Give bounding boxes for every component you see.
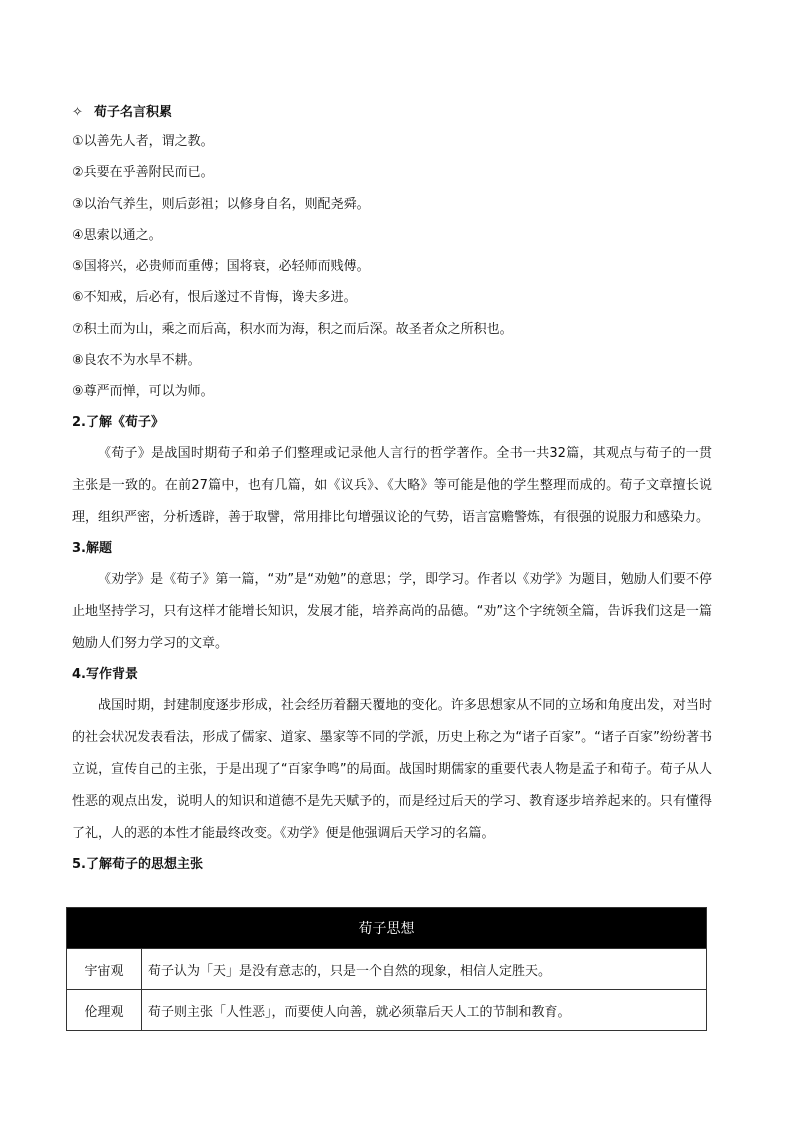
row-label: 宇宙观 xyxy=(67,949,142,990)
document-page xyxy=(72,100,712,880)
row-label: 伦理观 xyxy=(67,990,142,1031)
table-row xyxy=(67,990,707,1031)
section-heading-thought: 5.了解荀子的思想主张 xyxy=(72,856,203,872)
section-heading-quotes xyxy=(72,100,712,126)
row-content: 荀子则主张「人性恶」，而要使人向善，就必须靠后天人工的节制和教育。 xyxy=(142,990,707,1031)
section-heading-xunzi: 2.了解《荀子》 xyxy=(72,414,164,430)
quote-item: ②兵要在乎善附民而已。 xyxy=(72,165,214,181)
section-heading-title-explanation: 3.解题 xyxy=(72,540,112,556)
quote-item: ⑦积土而为山，乘之而后高，积水而为海，积之而后深。故圣者众之所积也。 xyxy=(72,321,513,337)
row-content: 荀子认为「天」是没有意志的，只是一个自然的现象，相信人定胜天。 xyxy=(142,949,707,990)
paragraph-title-explanation: 《劝学》是《荀子》第一篇，“劝”是“劝勉”的意思；学，即学习。作者以《劝学》为题目，勉励人们要不停止地坚持学习，只有这样才能增长知识，发展才能，培养高尚的品德。“劝”这个字统领全篇，告诉我们这是一篇勉励人们努力学习的文章。 xyxy=(72,571,712,651)
quote-item: ⑧良农不为水旱不耕。 xyxy=(72,353,201,369)
paragraph-xunzi-intro: 《荀子》是战国时期荀子和弟子们整理或记录他人言行的哲学著作。全书一共32篇，其观点与荀子的一贯主张是一致的。在前27篇中，也有几篇，如《议兵》、《大略》等可能是他的学生整理而成的。荀子文章擅长说理，组织严密，分析透辟，善于取譬，常用排比句增强议论的气势，语言富赡警炼，有很强的说服力和感染力。 xyxy=(72,445,712,525)
quote-item: ①以善先人者，谓之教。 xyxy=(72,134,214,149)
section-heading-background: 4.写作背景 xyxy=(72,666,138,682)
thought-table xyxy=(66,907,707,1031)
quote-item: ③以治气养生，则后彭祖；以修身自名，则配尧舜。 xyxy=(72,196,370,212)
quote-item: ⑤国将兴，必贵师而重傅；国将衰，必轻师而贱傅。 xyxy=(72,259,370,275)
paragraph-background: 战国时期，封建制度逐步形成，社会经历着翻天覆地的变化。许多思想家从不同的立场和角度出发，对当时的社会状况发表看法，形成了儒家、道家、墨家等不同的学派，历史上称之为“诸子百家”。“诸子百家”纷纷著书立说，宣传自己的主张，于是出现了“百家争鸣”的局面。战国时期儒家的重要代表人物是孟子和荀子。荀子从人性恶的观点出发，说明人的知识和道德不是先天赋予的，而是经过后天的学习、教育逐步培养起来的。只有懂得了礼，人的恶的本性才能最终改变。《劝学》便是他强调后天学习的名篇。 xyxy=(72,697,712,841)
quote-item: ⑨尊严而惮，可以为师。 xyxy=(72,384,214,400)
section-title: 荀子名言积累 xyxy=(94,105,173,120)
quote-item: ⑥不知戒，后必有，恨后遂过不肯悔，谗夫多进。 xyxy=(72,290,357,306)
table-row xyxy=(67,949,707,990)
table-header: 荀子思想 xyxy=(67,908,707,949)
diamond-bullet-icon: ✧ xyxy=(72,105,83,120)
quote-item: ④思索以通之。 xyxy=(72,227,162,243)
